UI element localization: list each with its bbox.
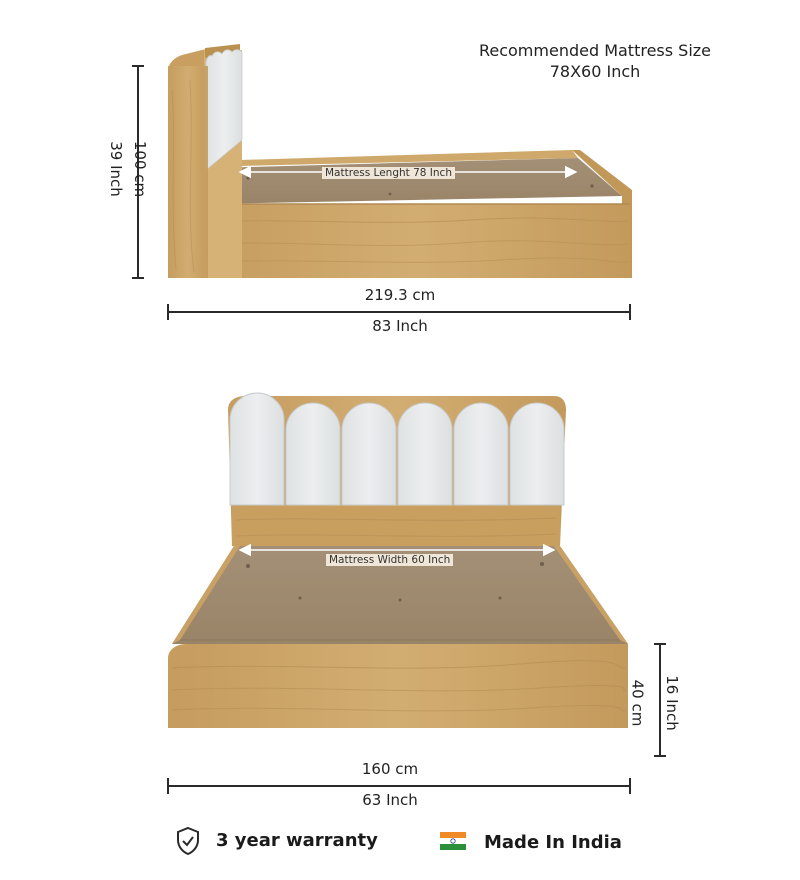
side-length-cm: 219.3 cm: [364, 286, 436, 304]
warranty-text: 3 year warranty: [216, 830, 378, 851]
recommended-mattress-block: [440, 40, 750, 82]
side-height-cm: 100 cm: [131, 140, 150, 198]
origin-text: Made In India: [484, 832, 622, 853]
mattress-length-label: Mattress Lenght 78 Inch: [322, 167, 455, 179]
recommended-size: 78X60 Inch: [549, 62, 641, 81]
side-length-inch: 83 Inch: [372, 317, 428, 335]
shield-icon: [178, 828, 198, 854]
mattress-width-label: Mattress Width 60 Inch: [326, 554, 453, 566]
side-height-inch: 39 Inch: [106, 141, 125, 197]
front-width-inch: 63 Inch: [362, 791, 418, 809]
front-width-cm: 160 cm: [361, 760, 419, 778]
india-flag-icon: [440, 832, 466, 850]
front-height-cm: 40 cm: [628, 679, 647, 727]
front-height-inch: 16 Inch: [662, 675, 681, 731]
recommended-title: Recommended Mattress Size: [478, 41, 712, 60]
